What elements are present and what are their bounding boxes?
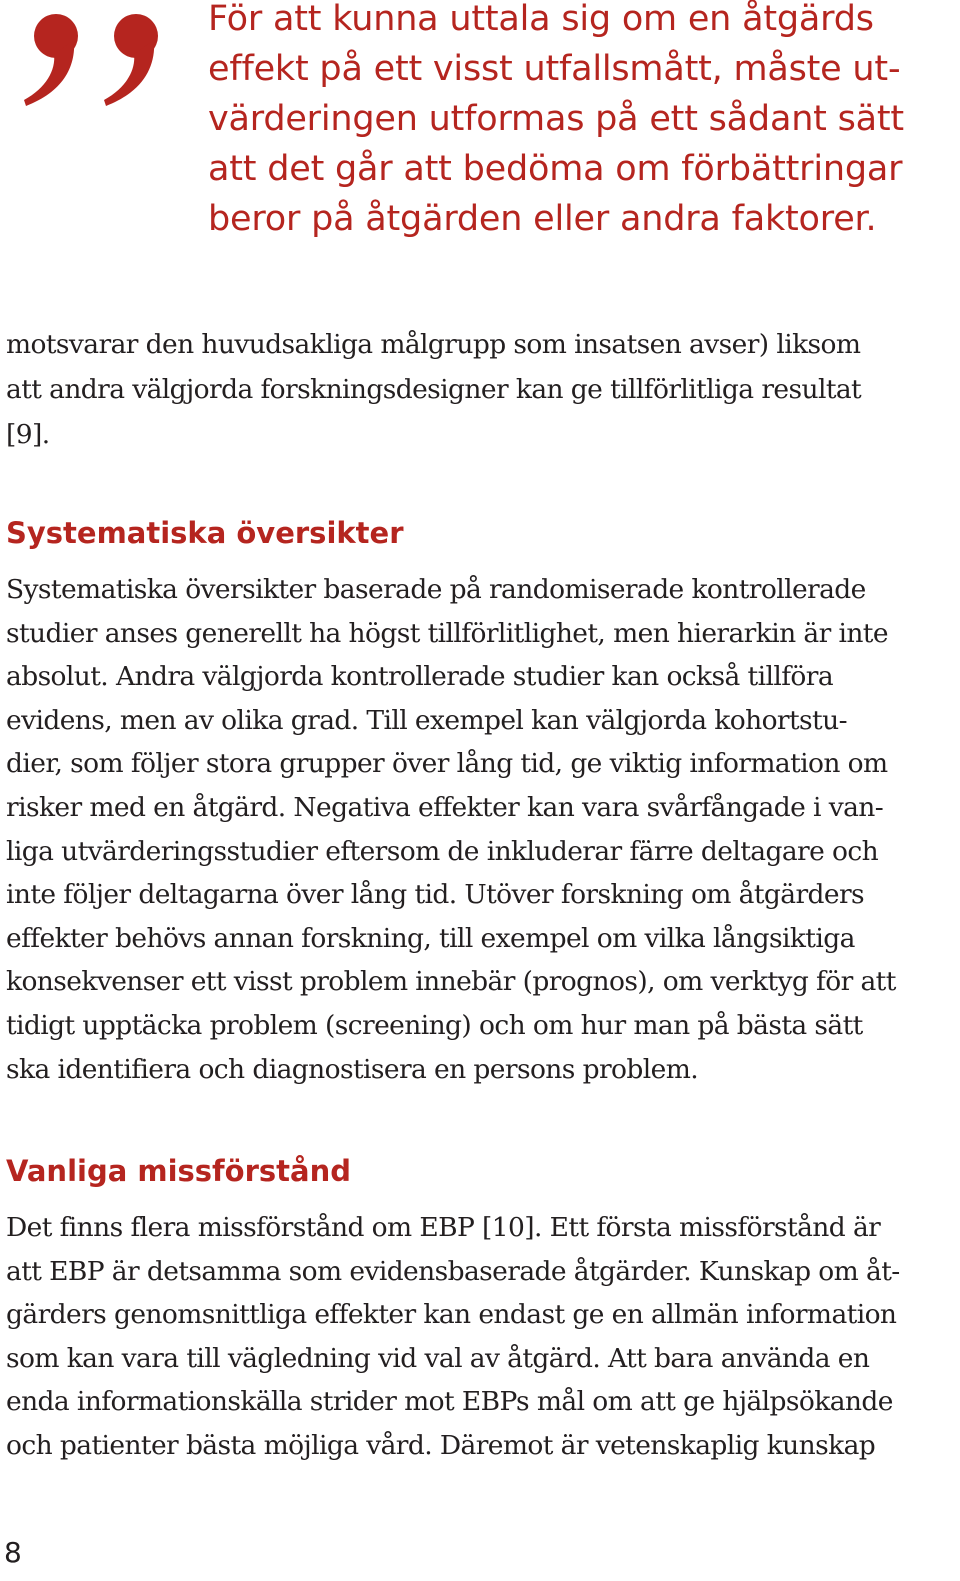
- paragraph-line: att andra välgjorda forskningsdesigner kan ge tillförlitliga resultat: [6, 374, 862, 405]
- paragraph-line: [9].: [6, 419, 50, 450]
- paragraph-line: dier, som följer stora grupper över lång tid, ge viktig information om: [6, 748, 888, 780]
- paragraph-line: risker med en åtgärd. Negativa effekter kan vara svårfångade i van-: [6, 791, 884, 823]
- common-misunderstandings-paragraph: [6, 1206, 900, 1468]
- paragraph-line: absolut. Andra välgjorda kontrollerade studier kan också tillföra: [6, 661, 834, 693]
- paragraph-line: Systematiska översikter baserade på randomiserade kontrollerade: [6, 574, 866, 605]
- pullquote-line: effekt på ett visst utfallsmått, måste ut-: [208, 49, 901, 89]
- paragraph-line: enda informationskälla strider mot EBPs mål om att ge hjälpsökande: [6, 1386, 893, 1418]
- paragraph-line: Det finns flera missförstånd om EBP [10]. Ett första missförstånd är: [6, 1212, 881, 1243]
- paragraph-line: studier anses generellt ha högst tillförlitlighet, men hierarkin är inte: [6, 617, 888, 649]
- section-heading-common-misunderstandings: Vanliga missförstånd: [6, 1154, 351, 1188]
- paragraph-line: att EBP är detsamma som evidensbaserade åtgärder. Kunskap om åt-: [6, 1255, 900, 1287]
- paragraph-line: inte följer deltagarna över lång tid. Utöver forskning om åtgärders: [6, 879, 865, 911]
- pullquote-line: att det går att bedöma om förbättringar: [208, 149, 903, 189]
- pullquote: [208, 0, 948, 244]
- quotation-mark-icon: [18, 10, 168, 110]
- page-number: 8: [4, 1536, 22, 1569]
- paragraph-line: tidigt upptäcka problem (screening) och om hur man på bästa sätt: [6, 1009, 863, 1041]
- paragraph-line: ska identifiera och diagnostisera en persons problem.: [6, 1053, 699, 1085]
- pullquote-line: För att kunna uttala sig om en åtgärds: [208, 0, 874, 39]
- pullquote-line: beror på åtgärden eller andra faktorer.: [208, 199, 877, 239]
- paragraph-line: konsekvenser ett visst problem innebär (prognos), om verktyg för att: [6, 966, 896, 998]
- section-heading-systematic-reviews: Systematiska översikter: [6, 516, 404, 550]
- paragraph-line: och patienter bästa möjliga vård. Däremot är vetenskaplig kunskap: [6, 1429, 876, 1461]
- pullquote-line: värderingen utformas på ett sådant sätt: [208, 99, 904, 139]
- paragraph-line: effekter behövs annan forskning, till exempel om vilka långsiktiga: [6, 922, 855, 954]
- systematic-reviews-paragraph: [6, 568, 896, 1091]
- paragraph-line: liga utvärderingsstudier eftersom de inkluderar färre deltagare och: [6, 835, 879, 867]
- paragraph-line: gärders genomsnittliga effekter kan endast ge en allmän information: [6, 1299, 897, 1331]
- paragraph-line: som kan vara till vägledning vid val av åtgärd. Att bara använda en: [6, 1342, 870, 1374]
- paragraph-line: evidens, men av olika grad. Till exempel kan välgjorda kohortstu-: [6, 704, 847, 736]
- intro-paragraph: [6, 322, 861, 457]
- paragraph-line: motsvarar den huvudsakliga målgrupp som insatsen avser) liksom: [6, 329, 861, 360]
